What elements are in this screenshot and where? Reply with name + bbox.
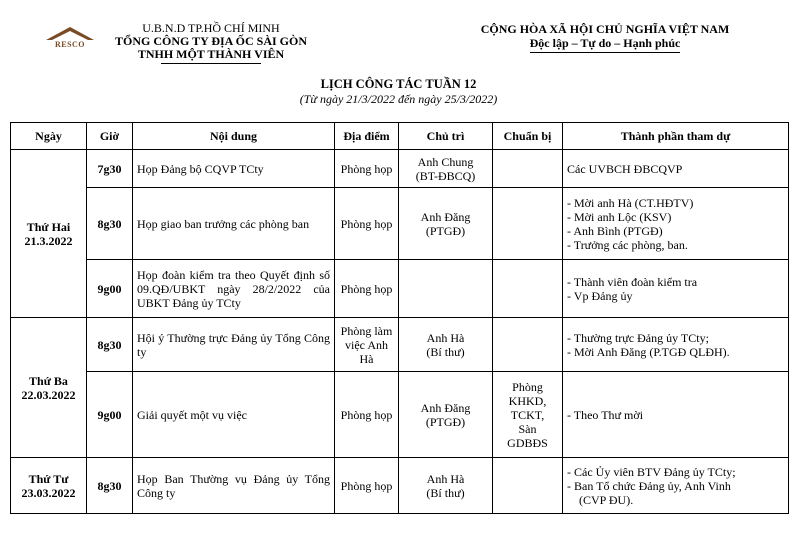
- participant-line: - Thường trực Đảng ủy TCty;: [567, 330, 709, 345]
- host-line: Anh Hà: [426, 330, 465, 345]
- organization-block: [96, 22, 326, 64]
- col-header-prep: Chuẩn bị: [493, 123, 563, 150]
- participants-cell: [563, 188, 789, 260]
- time-cell: 9g00: [87, 260, 133, 318]
- nation-line-2: Độc lập – Tự do – Hạnh phúc: [529, 36, 681, 50]
- participant-line: - Anh Bình (PTGĐ): [567, 223, 663, 238]
- participants-cell: [563, 150, 789, 188]
- day-date: 23.03.2022: [21, 485, 76, 500]
- participant-line: - Mời anh Hà (CT.HĐTV): [567, 195, 694, 210]
- host-line: (Bí thư): [426, 485, 465, 500]
- content-cell: Họp đoàn kiểm tra theo Quyết định số 09.QĐ/UBKT ngày 28/2/2022 của UBKT Đảng ủy TCty: [133, 260, 335, 318]
- col-header-location: Địa điểm: [335, 123, 399, 150]
- content-cell: Họp Đảng bộ CQVP TCty: [133, 150, 335, 188]
- host-cell: [399, 372, 493, 458]
- prep-line: KHKD,: [508, 393, 547, 408]
- host-line: Anh Hà: [426, 471, 465, 486]
- motto-underline: [530, 52, 680, 53]
- table-row: [11, 458, 789, 514]
- table-row: [11, 150, 789, 188]
- org-line-3: TNHH MỘT THÀNH VIÊN: [137, 47, 285, 61]
- time-cell: 7g30: [87, 150, 133, 188]
- content-cell: Họp giao ban trưởng các phòng ban: [133, 188, 335, 260]
- nation-line-1: CỘNG HÒA XÃ HỘI CHỦ NGHĨA VIỆT NAM: [480, 22, 730, 36]
- time-cell: 8g30: [87, 458, 133, 514]
- participant-line: - Vp Đảng ủy: [567, 288, 633, 303]
- host-line: (PTGĐ): [425, 223, 466, 238]
- logo-text: RESCO: [54, 40, 86, 49]
- document-subtitle: (Từ ngày 21/3/2022 đến ngày 25/3/2022): [299, 92, 498, 106]
- col-header-host: Chủ trì: [399, 123, 493, 150]
- day-cell: [11, 318, 87, 458]
- col-header-participants: Thành phần tham dự: [563, 123, 789, 150]
- participant-line: - Mời Anh Đăng (P.TGĐ QLĐH).: [567, 344, 730, 359]
- table-row: [11, 188, 789, 260]
- prep-cell: [493, 188, 563, 260]
- host-cell: [399, 188, 493, 260]
- time-cell: 8g30: [87, 188, 133, 260]
- col-header-day: Ngày: [11, 123, 87, 150]
- host-line: (Bí thư): [426, 344, 465, 359]
- prep-cell: [493, 318, 563, 372]
- document-title: LỊCH CÔNG TÁC TUẦN 12: [320, 77, 477, 91]
- time-cell: 8g30: [87, 318, 133, 372]
- location-cell: Phòng họp: [335, 188, 399, 260]
- col-header-time: Giờ: [87, 123, 133, 150]
- resco-logo: [44, 26, 96, 50]
- content-cell: Giải quyết một vụ việc: [133, 372, 335, 458]
- day-name: Thứ Tư: [28, 471, 69, 486]
- host-line: Anh Chung: [417, 154, 474, 169]
- day-name: Thứ Hai: [26, 219, 71, 234]
- location-cell: Phòng họp: [335, 150, 399, 188]
- day-cell: [11, 150, 87, 318]
- prep-line: Phòng: [512, 379, 543, 394]
- org-line-1: U.B.N.D TP.HỒ CHÍ MINH: [142, 21, 280, 35]
- table-row: [11, 260, 789, 318]
- day-cell: [11, 458, 87, 514]
- prep-cell: [493, 260, 563, 318]
- day-date: 22.03.2022: [21, 387, 76, 402]
- location-cell: Phòng họp: [335, 260, 399, 318]
- table-row: [11, 318, 789, 372]
- participants-cell: [563, 458, 789, 514]
- time-cell: 9g00: [87, 372, 133, 458]
- participant-line: - Theo Thư mời: [567, 407, 644, 422]
- participant-line: (CVP ĐU).: [567, 492, 634, 507]
- prep-line: Sàn: [518, 421, 537, 436]
- host-line: Anh Đăng: [420, 209, 471, 224]
- prep-line: GDBĐS: [507, 435, 548, 450]
- host-cell: [399, 150, 493, 188]
- host-line: (PTGĐ): [425, 414, 466, 429]
- org-underline: [161, 63, 261, 64]
- location-cell: Phòng làm việc Anh Hà: [335, 318, 399, 372]
- col-header-content: Nội dung: [133, 123, 335, 150]
- host-cell: [399, 260, 493, 318]
- participants-cell: [563, 318, 789, 372]
- prep-cell: [493, 458, 563, 514]
- location-cell: Phòng họp: [335, 372, 399, 458]
- participant-line: - Ban Tổ chức Đảng ủy, Anh Vinh: [567, 478, 731, 493]
- host-line: Anh Đăng: [420, 400, 471, 415]
- table-header-row: [11, 123, 789, 150]
- location-cell: Phòng họp: [335, 458, 399, 514]
- participant-line: - Thành viên đoàn kiểm tra: [567, 274, 698, 289]
- participants-cell: [563, 372, 789, 458]
- participants-cell: [563, 260, 789, 318]
- content-cell: Họp Ban Thường vụ Đảng ủy Tổng Công ty: [133, 458, 335, 514]
- participant-line: - Các Ủy viên BTV Đảng ủy TCty;: [567, 464, 736, 479]
- participant-line: - Mời anh Lộc (KSV): [567, 209, 672, 224]
- participant-line: - Trưởng các phòng, ban.: [567, 237, 688, 252]
- prep-cell: [493, 372, 563, 458]
- content-cell: Hội ý Thường trực Đảng ủy Tổng Công ty: [133, 318, 335, 372]
- prep-line: TCKT,: [510, 407, 545, 422]
- day-date: 21.3.2022: [24, 233, 73, 248]
- host-cell: [399, 458, 493, 514]
- participant-line: Các UVBCH ĐBCQVP: [567, 161, 683, 176]
- host-line: (BT-ĐBCQ): [415, 168, 476, 183]
- prep-cell: [493, 150, 563, 188]
- table-row: [11, 372, 789, 458]
- schedule-table: [10, 122, 789, 514]
- host-cell: [399, 318, 493, 372]
- national-motto-block: [470, 22, 740, 53]
- day-name: Thứ Ba: [29, 373, 68, 388]
- org-line-2: TỔNG CÔNG TY ĐỊA ỐC SÀI GÒN: [114, 34, 308, 48]
